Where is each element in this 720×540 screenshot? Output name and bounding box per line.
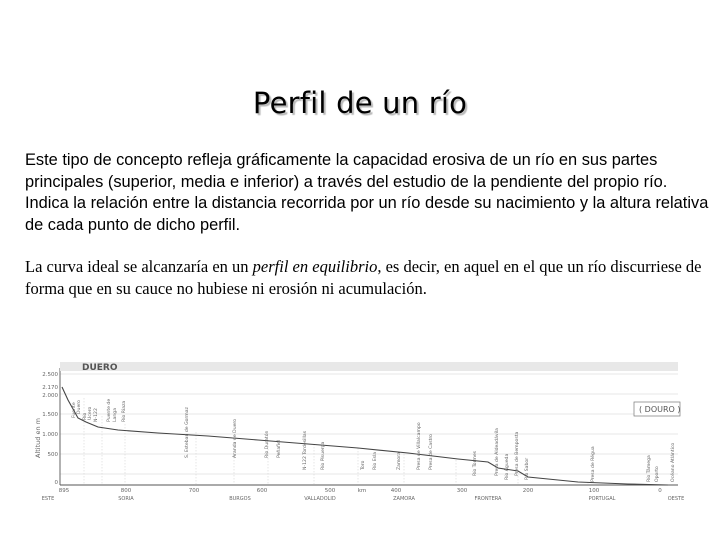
feature-labels [71, 399, 676, 482]
douro-box-label: ( DOURO ) [639, 405, 681, 414]
feature-label: Presa de Régua [591, 446, 596, 482]
x-tick: 700 [188, 488, 200, 494]
y-tick-2170: 2.170 [42, 385, 58, 391]
y-tick-2000: 2.000 [42, 393, 58, 399]
place-labels [42, 496, 685, 502]
feature-label: Océano Atlántico [671, 442, 676, 482]
feature-label: Peñafiel [277, 439, 282, 458]
x-tick: 0 [658, 488, 662, 494]
y-tick-labels [42, 372, 58, 486]
feature-label: Río Pisuerga [321, 441, 326, 470]
x-tick: 800 [120, 488, 132, 494]
feature-label: Langa [113, 407, 118, 422]
grid-lines [60, 374, 678, 474]
feature-label: Puente de [107, 398, 112, 422]
x-tick: 100 [588, 488, 600, 494]
feature-label: N-122 [94, 408, 99, 422]
feature-label: Presa de Bemposta [515, 431, 520, 476]
feature-label: Ucero [88, 406, 93, 420]
place-label: ZAMORA [393, 496, 415, 502]
place-label: OESTE [667, 496, 685, 502]
feature-label: Río Esla [373, 451, 378, 470]
river-profile-figure [28, 358, 694, 504]
feature-label: Río Riaza [122, 400, 127, 422]
y-tick-2500: 2.500 [42, 372, 58, 378]
y-tick-1500: 1.500 [42, 412, 58, 418]
y-tick-1000: 1.000 [42, 432, 58, 438]
y-axis-label: Altitud en m [34, 418, 42, 458]
feature-label: Zamora [397, 452, 402, 470]
feature-label: Toro [361, 460, 366, 470]
x-tick: 600 [256, 488, 268, 494]
feature-label: Presa de Villalcampo [417, 422, 422, 470]
feature-label: Río Águeda [505, 453, 510, 480]
paragraph-equilibrium [25, 256, 715, 300]
feature-label: Río Sabor [525, 457, 530, 480]
y-tick-500: 500 [47, 452, 58, 458]
place-label: PORTUGAL [588, 496, 616, 502]
paragraph-equilibrium-end: , es decir, en aquel en el que un río discurriese de forma que en su cauce no hubiese ni erosión ni acumulación. [25, 257, 702, 298]
place-label: FRONTERA [474, 496, 502, 502]
x-tick-labels [59, 488, 663, 494]
emphasis-perfil-equilibrio: perfil en equilibrio [252, 257, 378, 276]
x-tick: 200 [522, 488, 534, 494]
feature-label: Presa de Aldeadávila [495, 428, 500, 476]
feature-label: S. Esteban de Gormaz [185, 407, 190, 458]
feature-drop-lines [84, 398, 588, 484]
slide-title: Perfil de un río [252, 86, 468, 120]
feature-label: Presa de Castro [429, 434, 434, 470]
feature-label: Fuente [72, 402, 77, 418]
feature-label: Oporto [655, 466, 660, 482]
place-label: VALLADOLID [304, 496, 336, 502]
paragraph-concept: Este tipo de concepto refleja gráficamente la capacidad erosiva de un río en sus partes principales (superior, media e inferior) a través del estudio de la pendiente del propio río. Indica la relación entre la distancia recorrida por un río desde su nacimiento y la altura relativa de cada punto de dicho perfil. [25, 151, 709, 234]
feature-label: N-122 Tordesillas [303, 430, 308, 470]
feature-label: Río Duratón [265, 430, 270, 458]
x-tick: 500 [324, 488, 336, 494]
place-label: ESTE [41, 496, 55, 502]
feature-label: Aranda de Duero [233, 418, 238, 458]
figure-header-bar [60, 362, 678, 371]
feature-label: Duero [77, 400, 82, 414]
place-label: SORIA [118, 496, 134, 502]
figure-header: DUERO [82, 363, 118, 373]
y-tick-0: 0 [54, 480, 58, 486]
feature-label: Río Tâmega [647, 455, 652, 482]
paragraph-equilibrium-start: La curva ideal se alcanzaría en un [25, 257, 253, 276]
x-tick: 300 [456, 488, 468, 494]
x-tick: 895 [58, 488, 70, 494]
x-unit: km [357, 488, 367, 494]
feature-label: Río [83, 412, 88, 420]
feature-label: Río Tormes [473, 450, 478, 476]
place-label: BURGOS [229, 496, 251, 502]
x-tick: 400 [390, 488, 402, 494]
